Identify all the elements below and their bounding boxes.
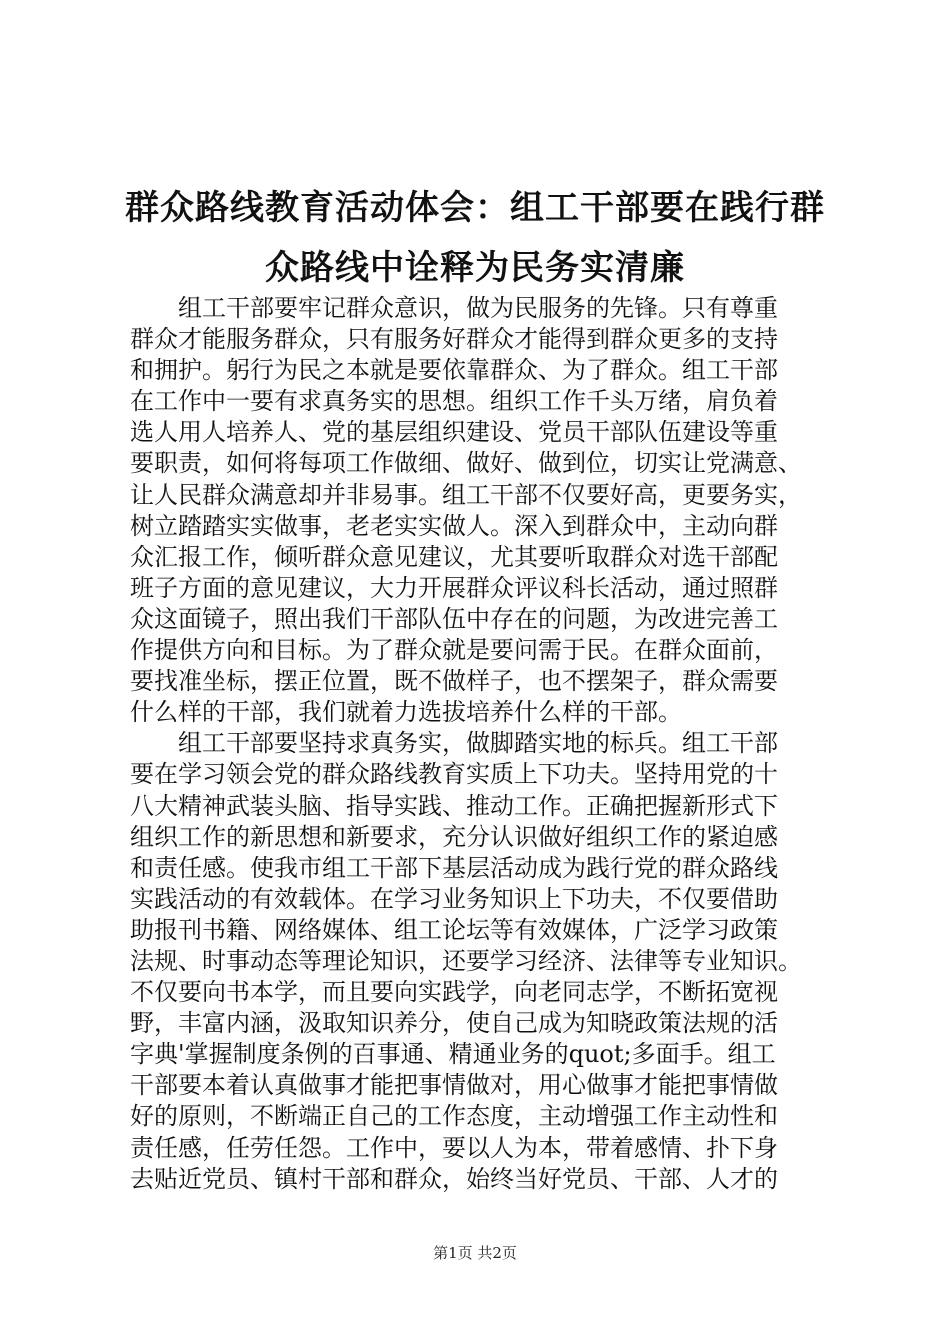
paragraph-line: 作提供方向和目标。为了群众就是要问需于民。在群众面前， <box>130 636 778 665</box>
paragraph-line: 选人用人培养人、党的基层组织建设、党员干部队伍建设等重 <box>130 418 778 447</box>
paragraph-line: 让人民群众满意却并非易事。组工干部不仅要好高，更要务实， <box>130 480 802 509</box>
paragraph <box>130 728 830 1194</box>
paragraph-line: 字典'掌握制度条例的百事通、精通业务的quot;多面手。组工 <box>130 1040 776 1069</box>
page-footer: 第1页 共2页 <box>433 1244 517 1262</box>
paragraph-line: 什么样的干部，我们就着力选拔培养什么样的干部。 <box>130 698 682 727</box>
paragraph-line: 要找准坐标，摆正位置，既不做样子，也不摆架子，群众需要 <box>130 667 778 696</box>
paragraph-line: 在工作中一要有求真务实的思想。组织工作千头万绪，肩负着 <box>130 387 778 416</box>
paragraph-line: 助报刊书籍、网络媒体、组工论坛等有效媒体，广泛学习政策 <box>130 915 778 944</box>
paragraph-line: 八大精神武装头脑、指导实践、推动工作。正确把握新形式下 <box>130 791 778 820</box>
paragraph-line: 树立踏踏实实做事，老老实实做人。深入到群众中，主动向群 <box>130 511 778 540</box>
paragraph-line: 不仅要向书本学，而且要向实践学，向老同志学，不断拓宽视 <box>130 978 778 1007</box>
paragraph-line: 组工干部要坚持求真务实，做脚踏实地的标兵。组工干部 <box>178 729 778 758</box>
title-line-2: 众路线中诠释为民务实清廉 <box>265 248 685 288</box>
paragraph-line: 众这面镜子，照出我们干部队伍中存在的问题，为改进完善工 <box>130 604 778 633</box>
paragraph-line: 去贴近党员、镇村干部和群众，始终当好党员、干部、人才的 <box>130 1164 778 1193</box>
paragraph-line: 好的原则，不断端正自己的工作态度，主动增强工作主动性和 <box>130 1102 778 1131</box>
document-title <box>110 178 840 298</box>
paragraph-line: 野，丰富内涵，汲取知识养分，使自己成为知晓政策法规的活 <box>130 1009 778 1038</box>
paragraph-line: 法规、时事动态等理论知识，还要学习经济、法律等专业知识。 <box>130 946 802 975</box>
paragraph-line: 组织工作的新思想和新要求，充分认识做好组织工作的紧迫感 <box>130 822 778 851</box>
paragraph-line: 要在学习领会党的群众路线教育实质上下功夫。坚持用党的十 <box>130 760 778 789</box>
paragraph-line: 责任感，任劳任怨。工作中，要以人为本，带着感情、扑下身 <box>130 1133 778 1162</box>
paragraph-line: 组工干部要牢记群众意识，做为民服务的先锋。只有尊重 <box>178 294 778 322</box>
document-body <box>130 293 830 1195</box>
paragraph-line: 和责任感。使我市组工干部下基层活动成为践行党的群众路线 <box>130 853 778 882</box>
paragraph-line: 要职责，如何将每项工作做细、做好、做到位，切实让党满意、 <box>130 449 802 478</box>
paragraph-line: 实践活动的有效载体。在学习业务知识上下功夫，不仅要借助 <box>130 884 778 913</box>
paragraph-line: 班子方面的意见建议，大力开展群众评议科长活动，通过照群 <box>130 573 778 602</box>
title-line-1: 群众路线教育活动体会：组工干部要在践行群 <box>125 188 825 228</box>
paragraph-line: 和拥护。躬行为民之本就是要依靠群众、为了群众。组工干部 <box>130 356 778 385</box>
paragraph-line: 群众才能服务群众，只有服务好群众才能得到群众更多的支持 <box>130 325 778 354</box>
paragraph <box>130 293 830 728</box>
paragraph-line: 众汇报工作，倾听群众意见建议，尤其要听取群众对选干部配 <box>130 542 778 571</box>
paragraph-line: 干部要本着认真做事才能把事情做对，用心做事才能把事情做 <box>130 1071 778 1100</box>
